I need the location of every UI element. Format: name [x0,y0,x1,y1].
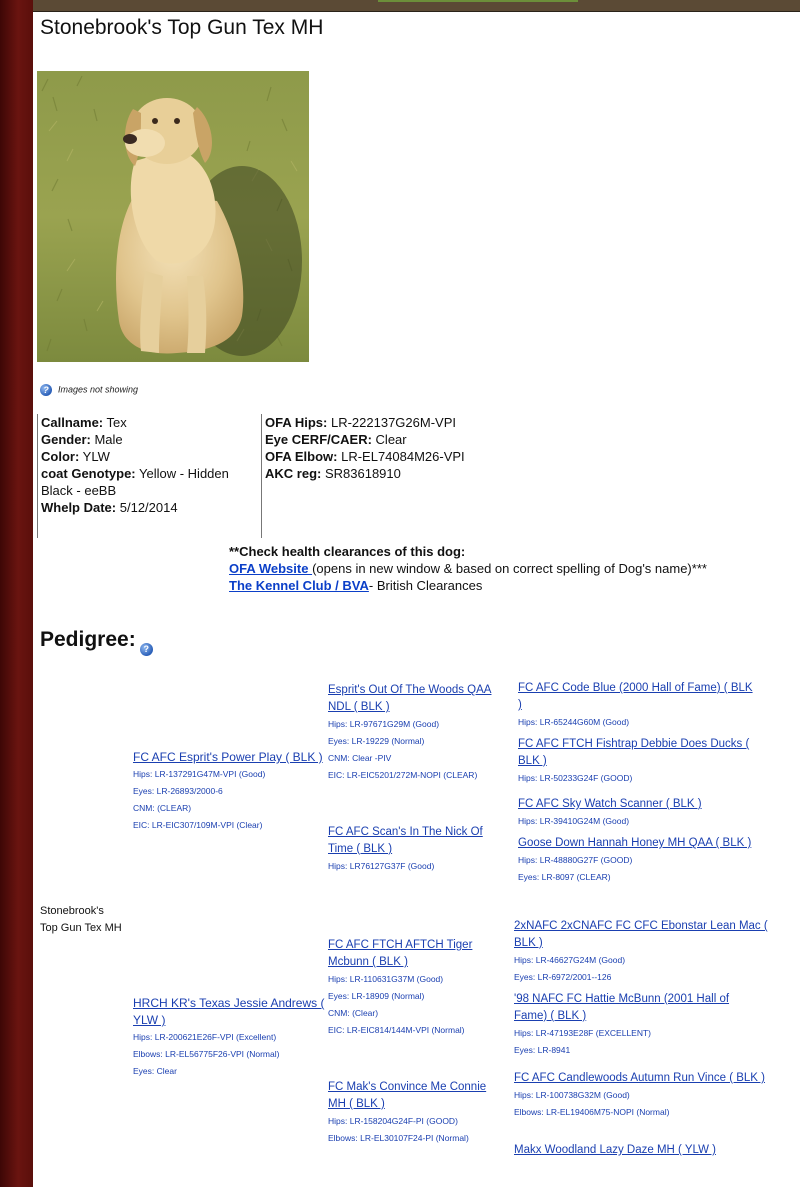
ofa-elbow-value: LR-EL74084M26-VPI [341,449,465,464]
pedigree-sire-dam [328,824,503,875]
callname-value: Tex [106,415,127,430]
pedigree-g3-dog [514,918,774,986]
sire-sire-test: CNM: Clear -PIV [328,753,392,763]
g3-test: Hips: LR-47193E28F (EXCELLENT) [514,1028,652,1038]
pedigree-g3-dog [518,736,768,787]
pedigree-g3-dog [518,680,753,731]
g3-name-link[interactable]: '98 NAFC FC Hattie McBunn (2001 Hall of Fame) ( BLK ) [514,993,730,1022]
pedigree-sire-sire [328,682,508,784]
page-title: Stonebrook's Top Gun Tex MH [40,16,324,39]
kennel-club-note: - British Clearances [368,578,483,593]
eye-cerf-value: Clear [375,432,407,447]
health-clearances-block [229,543,707,594]
dam-dam-test: Hips: LR-158204G24F-PI (GOOD) [328,1116,458,1126]
pedigree-subject [40,903,122,937]
genotype-label: coat Genotype: [41,466,136,481]
dog-photo [37,71,309,362]
pedigree-sire [133,749,328,834]
ofa-website-note: (opens in new window & based on correct spelling of Dog's name)*** [312,561,707,576]
g3-test: Hips: LR-65244G60M (Good) [518,717,630,727]
whelp-date-label: Whelp Date: [41,500,117,515]
whelp-date-row [41,499,261,516]
akc-reg-value: SR83618910 [324,466,401,481]
pedigree-g3-dog [514,991,754,1059]
gender-value: Male [94,432,123,447]
kennel-club-link[interactable]: The Kennel Club / BVA [229,578,369,593]
sire-sire-test: EIC: LR-EIC5201/272M-NOPI (CLEAR) [328,770,478,780]
g3-test: Hips: LR-46627G24M (Good) [514,955,626,965]
g3-name-link[interactable]: FC AFC Sky Watch Scanner ( BLK ) [518,798,702,810]
top-banner-accent [378,0,578,2]
clearances-heading: **Check health clearances of this dog: [229,544,466,559]
g3-name-link[interactable]: FC AFC Code Blue (2000 Hall of Fame) ( BLK ) [518,682,753,711]
dam-sire-test: CNM: (Clear) [328,1008,379,1018]
ofa-hips-row [265,414,521,431]
color-label: Color: [41,449,80,464]
g3-test: Eyes: LR-6972/2001--126 [514,972,612,982]
subject-line-2: Top Gun Tex MH [40,922,122,934]
sire-test: CNM: (CLEAR) [133,803,192,813]
g3-name-link[interactable]: FC AFC Candlewoods Autumn Run Vince ( BLK ) [514,1072,765,1084]
g3-test: Eyes: LR-8097 (CLEAR) [518,872,611,882]
dog-info-left [37,414,261,538]
sire-test: Hips: LR-137291G47M-VPI (Good) [133,769,266,779]
ofa-hips-label: OFA Hips: [265,415,328,430]
g3-test: Elbows: LR-EL19406M75-NOPI (Normal) [514,1107,670,1117]
g3-name-link[interactable]: 2xNAFC 2xCNAFC FC CFC Ebonstar Lean Mac ( BLK ) [514,920,768,949]
genotype-value: Yellow - Hidden Black - eeBB [41,466,229,498]
left-decorative-bar [0,0,33,1187]
g3-test: Eyes: LR-8941 [514,1045,571,1055]
g3-test: Hips: LR-48880G27F (GOOD) [518,855,633,865]
akc-reg-row [265,465,521,482]
dam-sire-test: Eyes: LR-18909 (Normal) [328,991,425,1001]
ofa-elbow-row [265,448,521,465]
g3-test: Hips: LR-100738G32M (Good) [514,1090,630,1100]
g3-test: Hips: LR-39410G24M (Good) [518,816,630,826]
sire-sire-test: Eyes: LR-19229 (Normal) [328,736,425,746]
dam-dam-test: Elbows: LR-EL30107F24-PI (Normal) [328,1133,469,1143]
top-banner-divider [33,11,800,12]
sire-sire-test: Hips: LR-97671G29M (Good) [328,719,440,729]
dam-test: Eyes: Clear [133,1066,177,1076]
dam-dam-name-link[interactable]: FC Mak's Convince Me Connie MH ( BLK ) [328,1081,487,1110]
pedigree-dam-dam [328,1079,503,1147]
images-not-showing-note[interactable] [40,384,138,396]
sire-test: Eyes: LR-26893/2000-6 [133,786,223,796]
g3-name-link[interactable]: Makx Woodland Lazy Daze MH ( YLW ) [514,1144,716,1156]
gender-label: Gender: [41,432,91,447]
dog-info-right [261,414,521,538]
callname-row [41,414,261,431]
ofa-website-link[interactable]: OFA Website [229,561,313,576]
ofa-hips-value: LR-222137G26M-VPI [330,415,456,430]
pedigree-heading [40,628,153,656]
help-icon[interactable]: ? [40,384,52,396]
eye-cerf-label: Eye CERF/CAER: [265,432,372,447]
dam-sire-test: Hips: LR-110631G37M (Good) [328,974,444,984]
dam-name-link[interactable]: HRCH KR's Texas Jessie Andrews ( YLW ) [133,996,325,1027]
sire-sire-name-link[interactable]: Esprit's Out Of The Woods QAA NDL ( BLK ) [328,684,492,713]
whelp-date-value: 5/12/2014 [119,500,178,515]
dam-sire-name-link[interactable]: FC AFC FTCH AFTCH Tiger Mcbunn ( BLK ) [328,939,473,968]
sire-test: EIC: LR-EIC307/109M-VPI (Clear) [133,820,263,830]
pedigree-g3-dog [514,1142,774,1159]
g3-name-link[interactable]: FC AFC FTCH Fishtrap Debbie Does Ducks ( BLK ) [518,738,750,767]
images-not-showing-text: Images not showing [58,384,139,395]
g3-test: Hips: LR-50233G24F (GOOD) [518,773,633,783]
eye-cerf-row [265,431,521,448]
pedigree-heading-text: Pedigree: [40,628,136,651]
dam-test: Elbows: LR-EL56775F26-VPI (Normal) [133,1049,280,1059]
sire-dam-test: Hips: LR76127G37F (Good) [328,861,435,871]
color-row [41,448,261,465]
pedigree-g3-dog [518,796,778,830]
top-banner-strip [33,0,800,11]
pedigree-g3-dog [514,1070,774,1121]
color-value: YLW [82,449,110,464]
pedigree-dam-sire [328,937,498,1039]
dam-test: Hips: LR-200621E26F-VPI (Excellent) [133,1032,277,1042]
sire-dam-name-link[interactable]: FC AFC Scan's In The Nick Of Time ( BLK ) [328,826,483,855]
pedigree-help-icon[interactable]: ? [140,643,153,656]
gender-row [41,431,261,448]
akc-reg-label: AKC reg: [265,466,322,481]
pedigree-dam [133,995,325,1080]
pedigree-g3-dog [518,835,768,886]
dam-sire-test: EIC: LR-EIC814/144M-VPI (Normal) [328,1025,465,1035]
callname-label: Callname: [41,415,104,430]
g3-name-link[interactable]: Goose Down Hannah Honey MH QAA ( BLK ) [518,837,752,849]
ofa-elbow-label: OFA Elbow: [265,449,338,464]
sire-name-link[interactable]: FC AFC Esprit's Power Play ( BLK ) [133,750,323,764]
subject-line-1: Stonebrook's [40,905,104,917]
genotype-row [41,465,261,499]
